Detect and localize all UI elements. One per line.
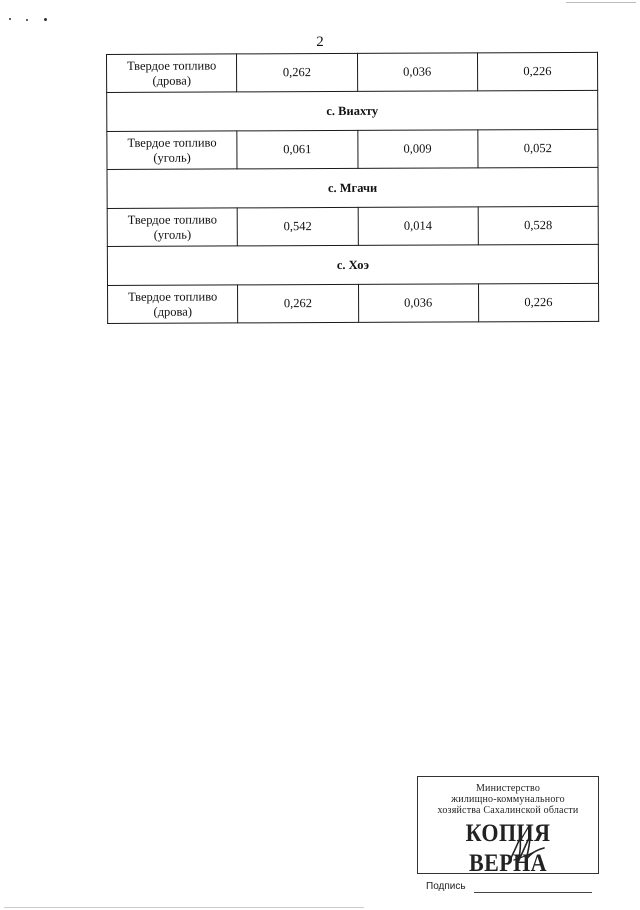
- page-number: 2: [316, 34, 324, 50]
- table-row: [107, 52, 598, 92]
- table-row: [108, 283, 599, 323]
- value-cell: 0,262: [237, 53, 357, 92]
- scan-edge-line: [566, 2, 636, 3]
- fuel-type-line: Твердое топливо: [127, 135, 217, 150]
- fuel-type-line: Твердое топливо: [128, 289, 218, 304]
- stamp-signature-row: [426, 881, 598, 897]
- stamp-title: КОПИЯ ВЕРНА: [465, 820, 551, 877]
- value-cell: 0,262: [238, 284, 358, 323]
- fuel-type-line: (уголь): [153, 227, 192, 242]
- value-cell: 0,036: [357, 53, 477, 92]
- scan-edge-line: [4, 907, 364, 908]
- fuel-type-line: (дрова): [153, 304, 193, 319]
- value-cell: 0,542: [237, 207, 357, 246]
- stamp-ministry-line: хозяйства Сахалинской области: [437, 805, 579, 816]
- value-cell: 0,061: [237, 130, 357, 169]
- value-cell: 0,226: [478, 283, 598, 322]
- fuel-type-cell: [107, 208, 237, 247]
- table-row: [107, 129, 598, 169]
- value-cell: 0,226: [477, 52, 597, 91]
- signature-line: [474, 892, 592, 893]
- table-row: [107, 206, 598, 246]
- fuel-type-cell: [107, 131, 237, 170]
- fuel-type-cell: [107, 54, 237, 93]
- stamp-ministry-line: жилищно-коммунального: [451, 794, 565, 805]
- fuel-type-cell: [108, 285, 238, 324]
- handwritten-signature: [500, 830, 550, 870]
- village-header-row: [107, 244, 598, 285]
- fuel-type-line: (дрова): [152, 73, 192, 88]
- village-header-row: [107, 167, 598, 208]
- scan-speck: [44, 18, 47, 21]
- village-header-row: [107, 90, 598, 131]
- value-cell: 0,036: [358, 284, 478, 323]
- scan-speck: [26, 19, 28, 21]
- value-cell: 0,014: [358, 207, 478, 246]
- value-cell: 0,009: [357, 130, 477, 169]
- fuel-consumption-table: [106, 52, 599, 324]
- fuel-type-line: Твердое топливо: [127, 58, 217, 73]
- value-cell: 0,052: [478, 129, 598, 168]
- scan-speck: [9, 18, 11, 20]
- stamp-ministry-line: Министерство: [475, 783, 541, 794]
- value-cell: 0,528: [478, 206, 598, 245]
- village-name: с. Хоэ: [107, 244, 598, 285]
- fuel-type-line: (уголь): [153, 150, 191, 165]
- fuel-type-line: Твердое топливо: [127, 212, 217, 227]
- village-name: с. Виахту: [107, 90, 598, 131]
- village-name: с. Мгачи: [107, 167, 598, 208]
- stamp-signature-label: Подпись: [426, 881, 466, 892]
